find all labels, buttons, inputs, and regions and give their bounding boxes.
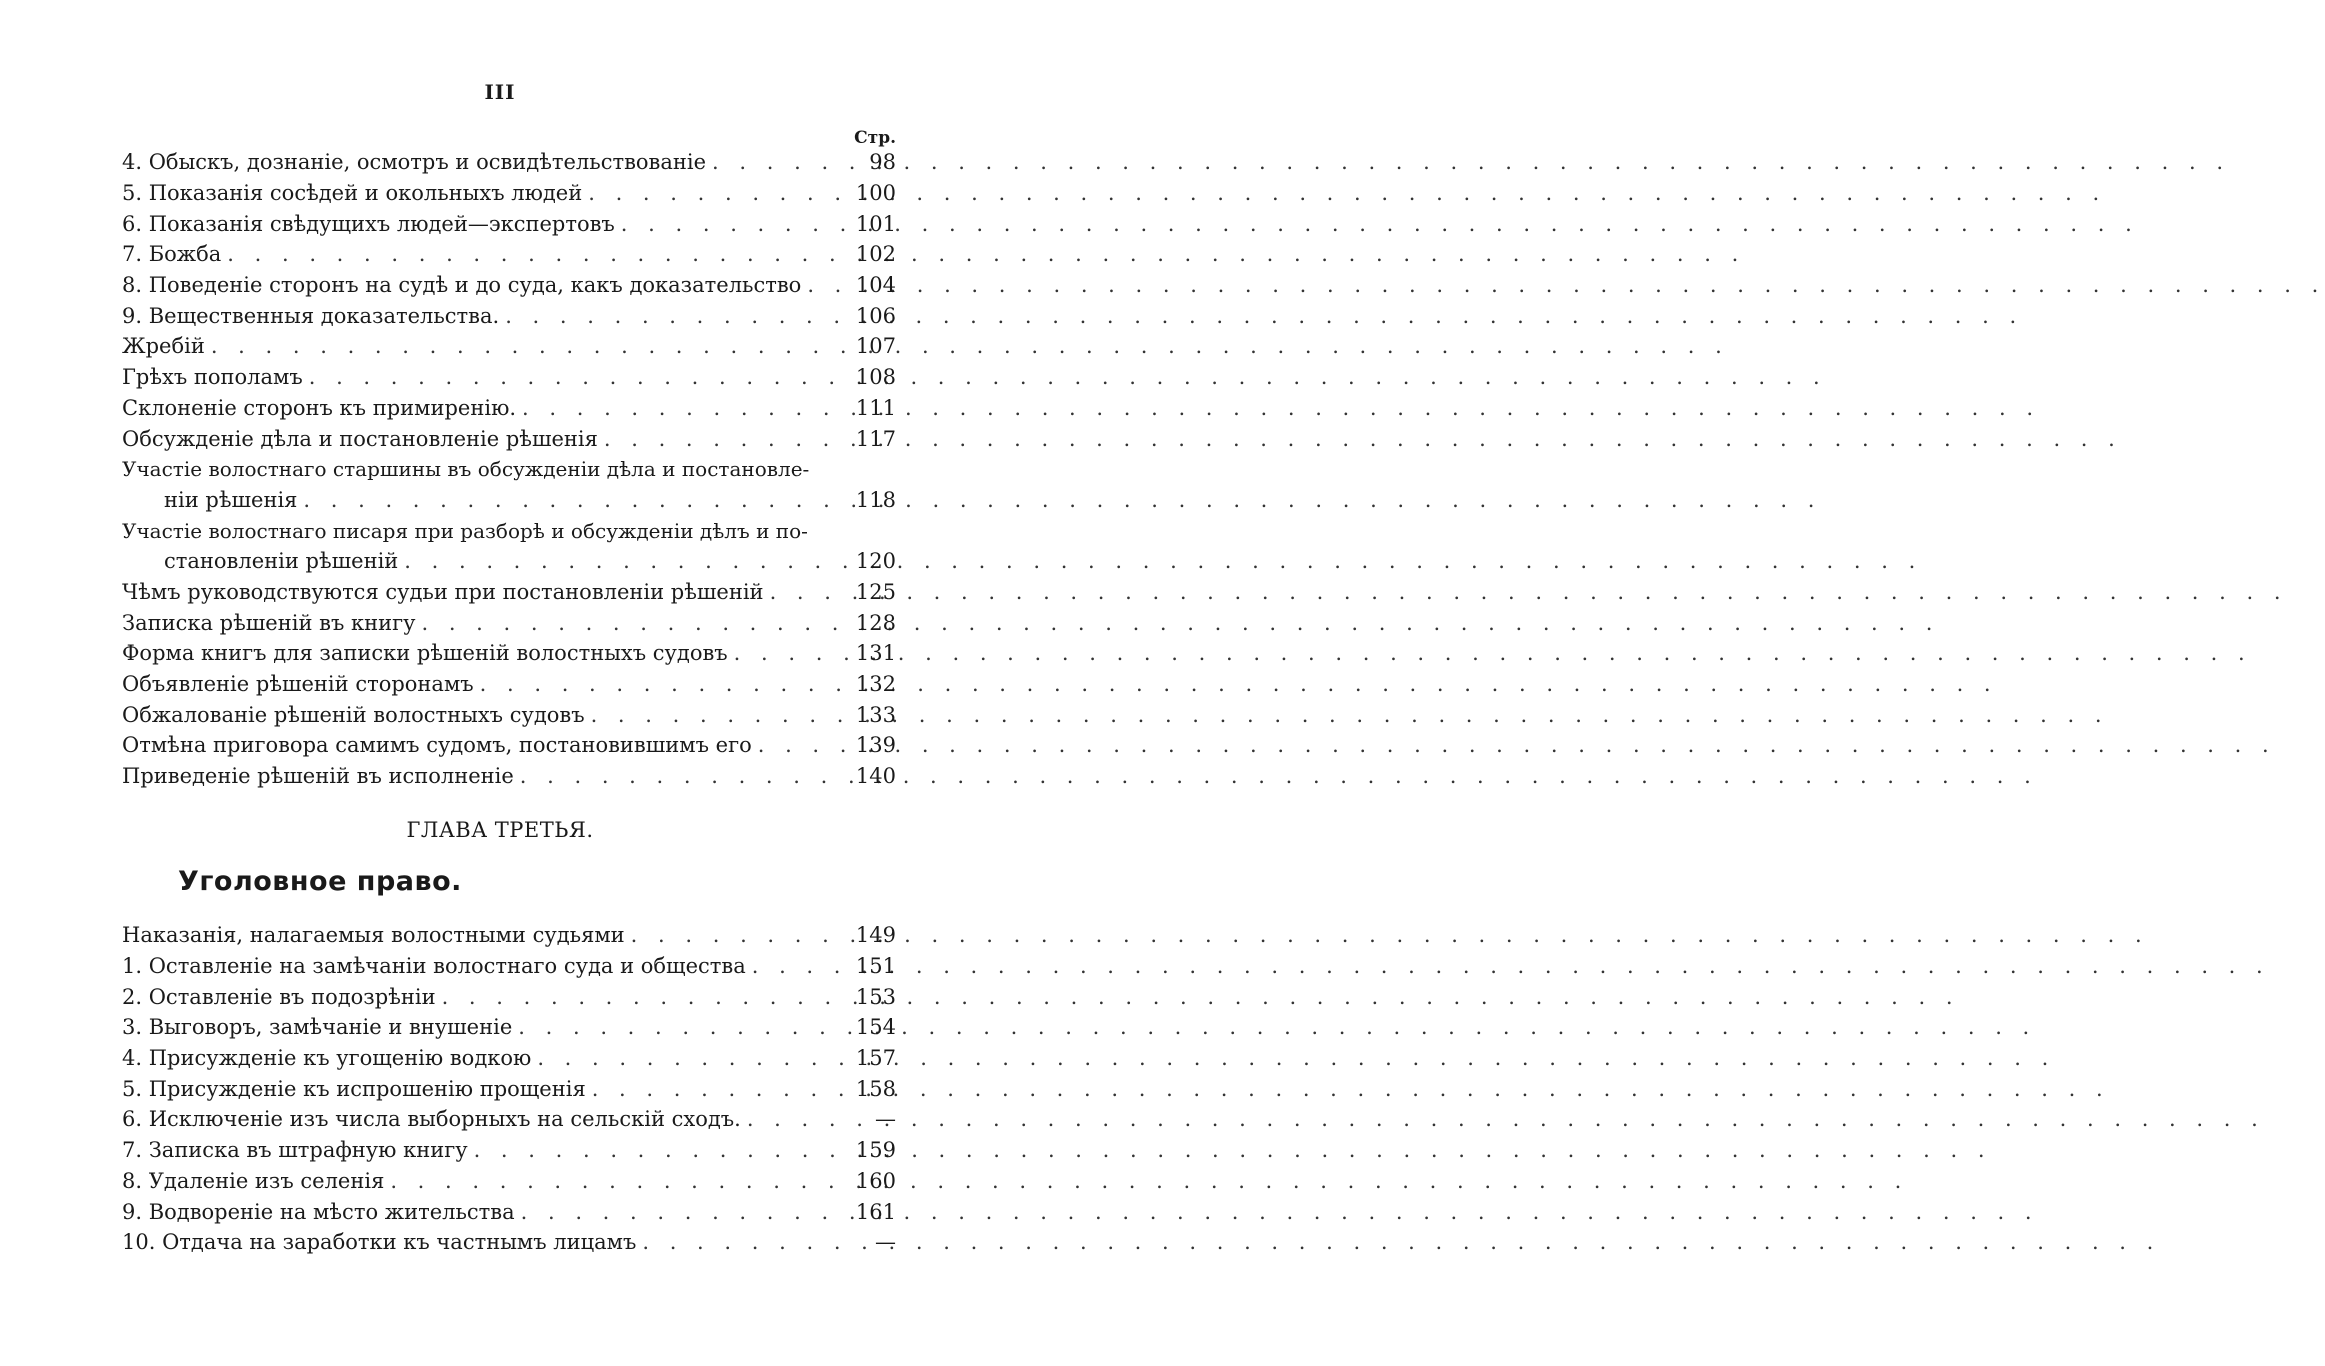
toc-entry-title: 1. Оставленіе на замѣчаніи волостнаго суда и общества xyxy=(122,954,746,979)
toc-entry xyxy=(122,208,896,239)
toc-entry xyxy=(122,300,896,331)
toc-entry xyxy=(122,393,896,424)
page-column-header: Стр. xyxy=(854,128,896,148)
toc-entry xyxy=(122,761,896,792)
toc-entry-page: 158 xyxy=(855,1076,896,1101)
dot-leader xyxy=(770,577,850,607)
dot-leader xyxy=(591,700,850,730)
dot-leader xyxy=(520,761,850,791)
toc-entry-title: 5. Показанія сосѣдей и окольныхъ людей xyxy=(122,181,583,206)
toc-entry-title: 8. Поведеніе сторонъ на судѣ и до суда, какъ доказательство xyxy=(122,273,802,298)
toc-entry xyxy=(122,1227,896,1258)
toc-entry-title: Приведеніе рѣшеній въ исполненіе xyxy=(122,764,514,789)
toc-entry-page: 117 xyxy=(855,426,896,451)
toc-entry-page: 161 xyxy=(855,1199,896,1224)
toc-entry-title: Жребій xyxy=(122,334,205,359)
dot-leader xyxy=(442,982,850,1012)
toc-entry xyxy=(122,270,896,301)
toc-entry xyxy=(122,951,896,982)
toc-entry-page: — xyxy=(875,1107,896,1132)
dot-leader xyxy=(621,209,850,239)
toc-entry-page: — xyxy=(875,1230,896,1255)
page-number: III xyxy=(484,80,516,104)
dot-leader xyxy=(588,178,850,208)
toc-entry-title: 6. Исключеніе изъ числа выборныхъ на сельскій сходъ. xyxy=(122,1107,741,1132)
toc-entry-page: 149 xyxy=(855,923,896,948)
toc-entry xyxy=(122,920,896,951)
toc-entry-page: 140 xyxy=(855,764,896,789)
toc-entry xyxy=(122,1073,896,1104)
dot-leader xyxy=(505,301,850,331)
toc-entry-page: 107 xyxy=(855,334,896,359)
dot-leader xyxy=(211,331,850,361)
toc-entry-page: 132 xyxy=(855,672,896,697)
toc-entry-title: 7. Божба xyxy=(122,242,222,267)
toc-entry-line xyxy=(122,515,896,546)
toc-entry xyxy=(122,239,896,270)
toc-entry-line xyxy=(122,454,896,485)
dot-leader xyxy=(309,362,850,392)
toc-entry-title: 9. Водвореніе на мѣсто жительства xyxy=(122,1199,515,1224)
toc-entry-page: 118 xyxy=(855,487,896,512)
dot-leader xyxy=(518,1012,850,1042)
dot-leader xyxy=(390,1166,850,1196)
toc-entry-title: 5. Присужденіе къ испрошенію прощенія xyxy=(122,1076,586,1101)
toc-entry-page: 102 xyxy=(855,242,896,267)
dot-leader xyxy=(474,1135,850,1165)
toc-entry-title: 4. Обыскъ, дознаніе, осмотръ и освидѣтельствованіе xyxy=(122,150,707,175)
toc-entry-page: 153 xyxy=(855,984,896,1009)
dot-leader xyxy=(752,951,850,981)
toc-entry-title: Склоненіе сторонъ къ примиренію. xyxy=(122,395,517,420)
dot-leader xyxy=(734,638,850,668)
toc-entry-title: 3. Выговоръ, замѣчаніе и внушеніе xyxy=(122,1015,513,1040)
toc-list-part2 xyxy=(122,920,896,1258)
toc-entry-title: Отмѣна приговора самимъ судомъ, постановившимъ его xyxy=(122,733,752,758)
toc-entry xyxy=(122,1043,896,1074)
toc-entry-page: 160 xyxy=(855,1168,896,1193)
toc-entry-title: Чѣмъ руководствуются судьи при постановленіи рѣшеній xyxy=(122,579,764,604)
toc-entry xyxy=(122,699,896,730)
toc-entry xyxy=(122,1166,896,1197)
dot-leader xyxy=(227,239,850,269)
dot-leader xyxy=(404,546,850,576)
toc-entry-page: 100 xyxy=(855,181,896,206)
dot-leader xyxy=(537,1043,850,1073)
toc-entry-page: 157 xyxy=(855,1046,896,1071)
dot-leader xyxy=(631,920,850,950)
toc-entry xyxy=(122,546,896,577)
toc-entry-title: Объявленіе рѣшеній сторонамъ xyxy=(122,672,474,697)
dot-leader xyxy=(592,1074,850,1104)
dot-leader xyxy=(522,393,850,423)
toc-entry-page: 159 xyxy=(855,1138,896,1163)
toc-entry xyxy=(122,362,896,393)
toc-entry-title: Обсужденіе дѣла и постановленіе рѣшенія xyxy=(122,426,598,451)
toc-entry-title: Наказанія, налагаемыя волостными судьями xyxy=(122,923,625,948)
dot-leader xyxy=(480,669,850,699)
toc-entry xyxy=(122,423,896,454)
toc-entry-page: 120 xyxy=(855,549,896,574)
dot-leader xyxy=(421,608,849,638)
toc-entry xyxy=(122,1104,896,1135)
toc-entry-page: 128 xyxy=(855,610,896,635)
toc-entry-page: 151 xyxy=(855,954,896,979)
toc-entry xyxy=(122,331,896,362)
toc-entry-title: Форма книгъ для записки рѣшеній волостныхъ судовъ xyxy=(122,641,728,666)
dot-leader xyxy=(747,1104,850,1134)
toc-entry xyxy=(122,147,896,178)
toc-entry-title: 9. Вещественныя доказательства. xyxy=(122,303,500,328)
dot-leader xyxy=(712,147,850,177)
toc-entry xyxy=(122,981,896,1012)
toc-list-part1 xyxy=(122,147,896,791)
toc-entry-title: Участіе волостнаго писаря при разборѣ и обсужденіи дѣлъ и по- xyxy=(122,518,808,543)
toc-entry xyxy=(122,1012,896,1043)
toc-entry xyxy=(122,607,896,638)
toc-entry-page: 154 xyxy=(855,1015,896,1040)
toc-entry-page: 104 xyxy=(855,273,896,298)
dot-leader xyxy=(642,1227,850,1257)
toc-entry xyxy=(122,577,896,608)
toc-entry-title: Записка рѣшеній въ книгу xyxy=(122,610,416,635)
toc-entry-title: Участіе волостнаго старшины въ обсужденіи дѣла и постановле- xyxy=(122,457,810,482)
chapter-title: Уголовное право. xyxy=(178,866,462,897)
toc-entry-page: 111 xyxy=(855,395,896,420)
toc-entry-page: 108 xyxy=(855,365,896,390)
toc-entry-title: Грѣхъ пополамъ xyxy=(122,365,303,390)
toc-entry-title: 10. Отдача на заработки къ частнымъ лицамъ xyxy=(122,1230,637,1255)
toc-entry-page: 101 xyxy=(855,211,896,236)
dot-leader xyxy=(521,1197,850,1227)
dot-leader xyxy=(758,730,850,760)
toc-entry-title: Обжалованіе рѣшеній волостныхъ судовъ xyxy=(122,702,585,727)
toc-entry-title: 8. Удаленіе изъ селенія xyxy=(122,1168,385,1193)
toc-entry-page: 125 xyxy=(855,579,896,604)
dot-leader xyxy=(807,270,850,300)
toc-entry-title: 2. Оставленіе въ подозрѣніи xyxy=(122,984,436,1009)
toc-entry-title-cont: ніи рѣшенія xyxy=(164,487,298,512)
toc-entry-title: 4. Присужденіе къ угощенію водкою xyxy=(122,1046,532,1071)
toc-entry-title-cont: становленіи рѣшеній xyxy=(164,549,399,574)
dot-leader xyxy=(604,424,850,454)
toc-entry xyxy=(122,1196,896,1227)
toc-entry xyxy=(122,638,896,669)
toc-entry xyxy=(122,178,896,209)
chapter-heading: ГЛАВА ТРЕТЬЯ. xyxy=(406,818,594,842)
toc-entry xyxy=(122,730,896,761)
toc-entry xyxy=(122,485,896,516)
toc-entry-page: 131 xyxy=(855,641,896,666)
toc-entry-page: 98 xyxy=(869,150,896,175)
toc-entry-title: 6. Показанія свѣдущихъ людей—экспертовъ xyxy=(122,211,615,236)
toc-entry xyxy=(122,669,896,700)
dot-leader xyxy=(303,485,850,515)
toc-entry-page: 139 xyxy=(855,733,896,758)
toc-entry xyxy=(122,1135,896,1166)
toc-entry-page: 133 xyxy=(855,702,896,727)
toc-entry-page: 106 xyxy=(855,303,896,328)
toc-entry-title: 7. Записка въ штрафную книгу xyxy=(122,1138,468,1163)
